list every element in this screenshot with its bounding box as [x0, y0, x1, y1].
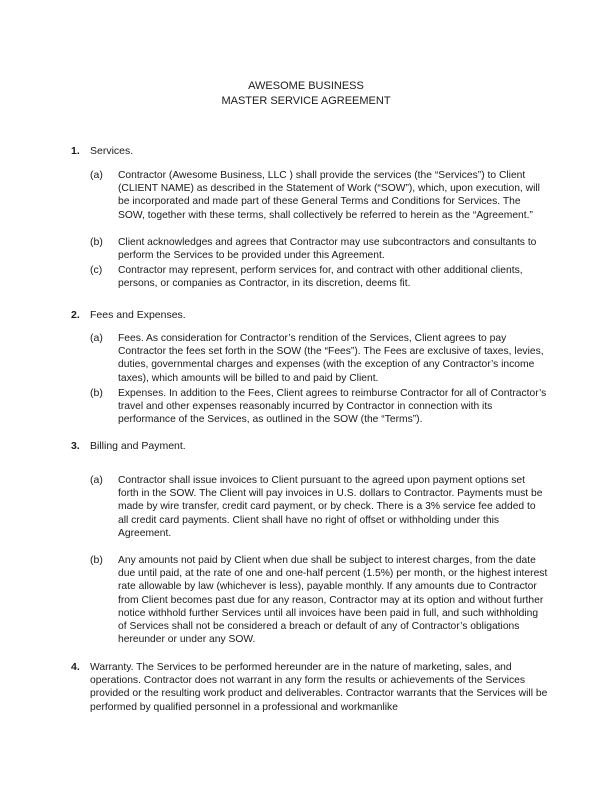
section-3-number: 3.	[71, 440, 80, 452]
section-2b-text: Expenses. In addition to the Fees, Client agrees to reimburse Contractor for all of Contractor’s travel and other expenses reasonably incurred by Contractor in connection with its performance of the Services, as outlined in the SOW (the “Terms”).	[118, 388, 547, 426]
document-title: MASTER SERVICE AGREEMENT	[221, 95, 391, 107]
section-3b-text: Any amounts not paid by Client when due shall be subject to interest charges, from the date due until paid, at the rate of one and one-half percent (1.5%) per month, or the highest interest rate allowable by law (whichever is less), payable monthly. If any amounts due to Contractor from Client becomes past due for any reason, Contractor may at its option and without further notice withhold further Services until all invoices have been paid in full, and such withholding of Services shall not be considered a breach or default of any of Contractor’s obligations hereunder or under any SOW.	[118, 555, 548, 646]
section-2-heading: Fees and Expenses.	[90, 309, 186, 321]
section-4-text: Warranty. The Services to be performed hereunder are in the nature of marketing, sales, and operations. Contractor does not warrant in any form the results or achievements of the Services provided or the resulting work product and deliverables. Contractor warrants that the Services will be performed by qualified personnel in a professional and workmanlike	[90, 662, 548, 713]
section-2-number: 2.	[71, 309, 80, 321]
section-3-heading: Billing and Payment.	[90, 440, 186, 452]
section-1a-text: Contractor (Awesome Business, LLC ) shall provide the services (the “Services”) to Client (CLIENT NAME) as described in the Statement of Work (“SOW”), which, upon execution, will be incorporated and made part of these General Terms and Conditions for Services. The SOW, together with these terms, shall collectively be referred to herein as the “Agreement.”	[118, 170, 540, 221]
section-1-number: 1.	[71, 145, 80, 157]
section-3a-label: (a)	[90, 474, 103, 486]
section-1c-label: (c)	[90, 264, 103, 276]
section-3b-label: (b)	[90, 554, 103, 566]
section-4-number: 4.	[71, 661, 80, 673]
section-1b-label: (b)	[90, 236, 103, 248]
section-2b-label: (b)	[90, 387, 103, 399]
section-1-heading: Services.	[90, 145, 134, 157]
section-1c-text: Contractor may represent, perform services for, and contract with other additional clients, persons, or companies as Contractor, in its discretion, deems fit.	[118, 265, 523, 290]
section-2a-text: Fees. As consideration for Contractor’s rendition of the Services, Client agrees to pay Contractor the fees set forth in the SOW (the “Fees”). The Fees are exclusive of taxes, levies, duties, governmental charges and expenses (with the exception of any Contractor’s income taxes), which amounts will be billed to and paid by Client.	[118, 333, 544, 384]
section-1b-text: Client acknowledges and agrees that Contractor may use subcontractors and consultants to perform the Services to be provided under this Agreement.	[118, 237, 537, 262]
section-2a-label: (a)	[90, 332, 103, 344]
section-3a-text: Contractor shall issue invoices to Client pursuant to the agreed upon payment options set forth in the SOW. The Client will pay invoices in U.S. dollars to Contractor. Payments must be made by wire transfer, credit card payment, or by check. There is a 3% service fee added to all credit card payments. Client shall have no right of offset or withholding under this Agreement.	[118, 475, 543, 539]
company-title: AWESOME BUSINESS	[248, 80, 364, 92]
section-1a-label: (a)	[90, 169, 103, 181]
